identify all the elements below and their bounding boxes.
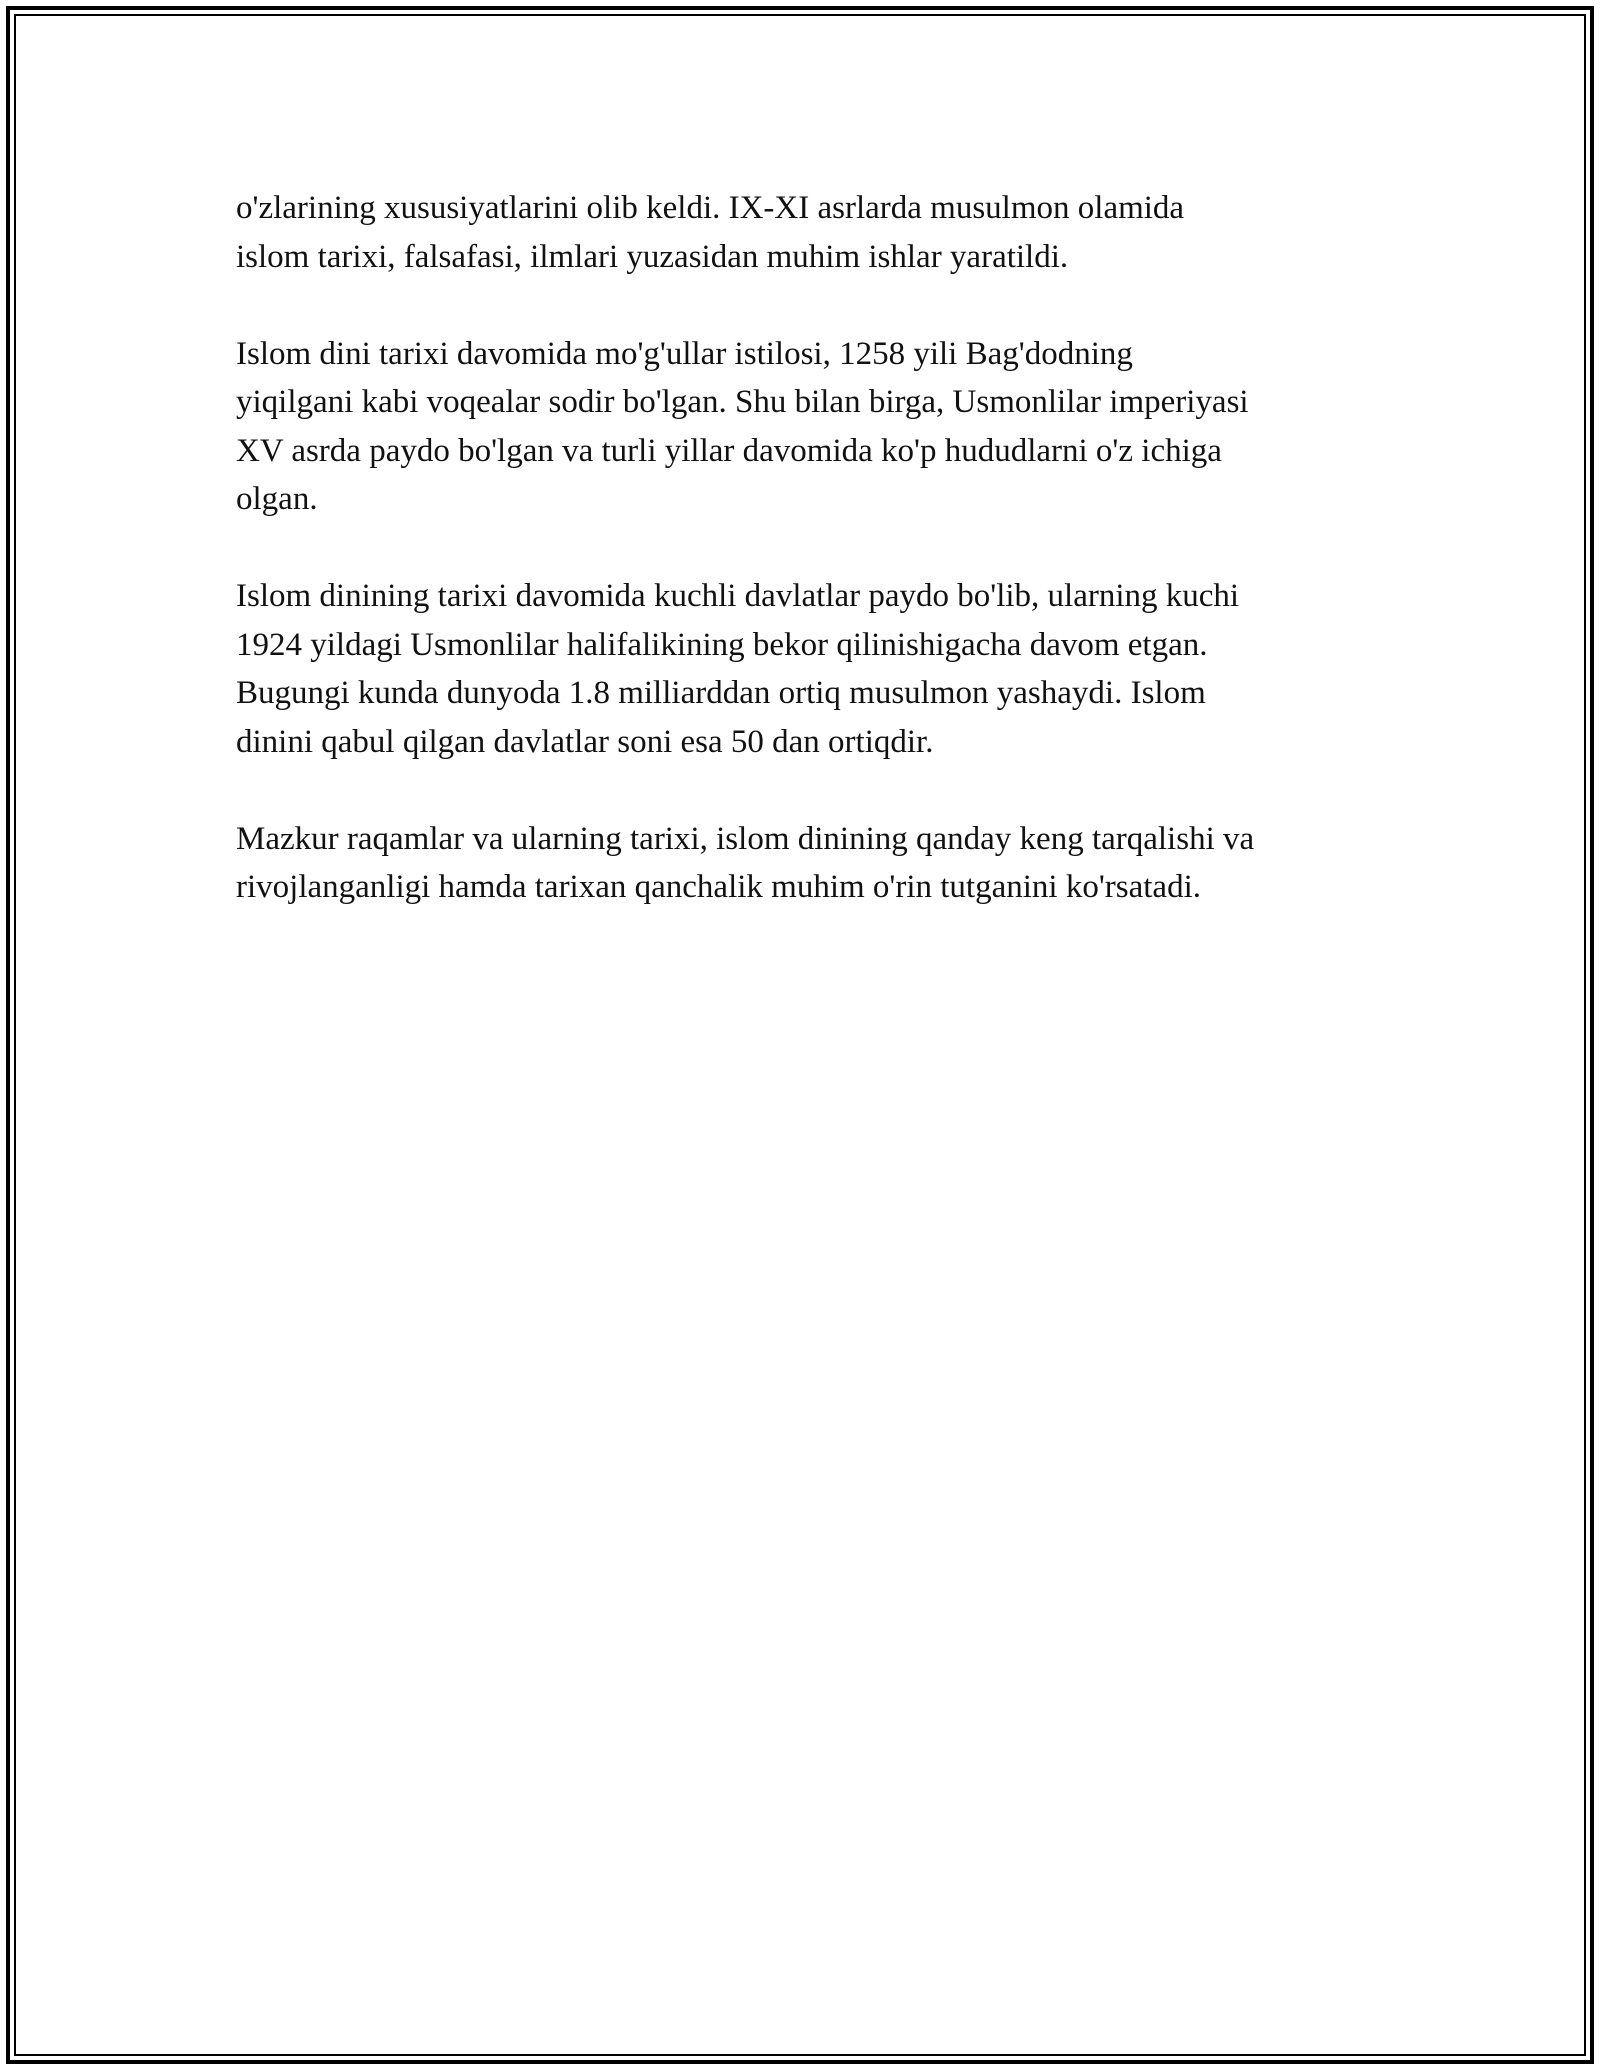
paragraph-1	[236, 184, 1376, 281]
document-body	[236, 184, 1376, 960]
paragraph-line: islom tarixi, falsafasi, ilmlari yuzasidan muhim ishlar yaratildi.	[236, 238, 1069, 275]
paragraph-3	[236, 572, 1376, 766]
paragraph-line: Islom dinining tarixi davomida kuchli davlatlar paydo bo'lib, ularning kuchi	[236, 578, 1240, 614]
paragraph-line: Islom dini tarixi davomida mo'g'ullar istilosi, 1258 yili Bag'dodning	[236, 335, 1133, 372]
paragraph-2	[236, 330, 1376, 524]
paragraph-line: Bugungi kunda dunyoda 1.8 milliarddan ortiq musulmon yashaydi. Islom	[236, 675, 1206, 711]
paragraph-4	[236, 815, 1376, 912]
paragraph-line: olgan.	[236, 481, 318, 517]
paragraph-line: yiqilgani kabi voqealar sodir bo'lgan. Shu bilan birga, Usmonlilar imperiyasi	[236, 384, 1249, 420]
paragraph-line: Mazkur raqamlar va ularning tarixi, islom dinining qanday keng tarqalishi va	[236, 820, 1255, 857]
paragraph-line: XV asrda paydo bo'lgan va turli yillar davomida ko'p hududlarni o'z ichiga	[236, 432, 1222, 469]
paragraph-line: o'zlarining xususiyatlarini olib keldi. IX-XI asrlarda musulmon olamida	[236, 190, 1185, 226]
paragraph-line: rivojlanganligi hamda tarixan qanchalik muhim o'rin tutganini ko'rsatadi.	[236, 869, 1201, 905]
paragraph-line: 1924 yildagi Usmonlilar halifalikining bekor qilinishigacha davom etgan.	[236, 626, 1208, 663]
paragraph-line: dinini qabul qilgan davlatlar soni esa 50 dan ortiqdir.	[236, 723, 934, 760]
